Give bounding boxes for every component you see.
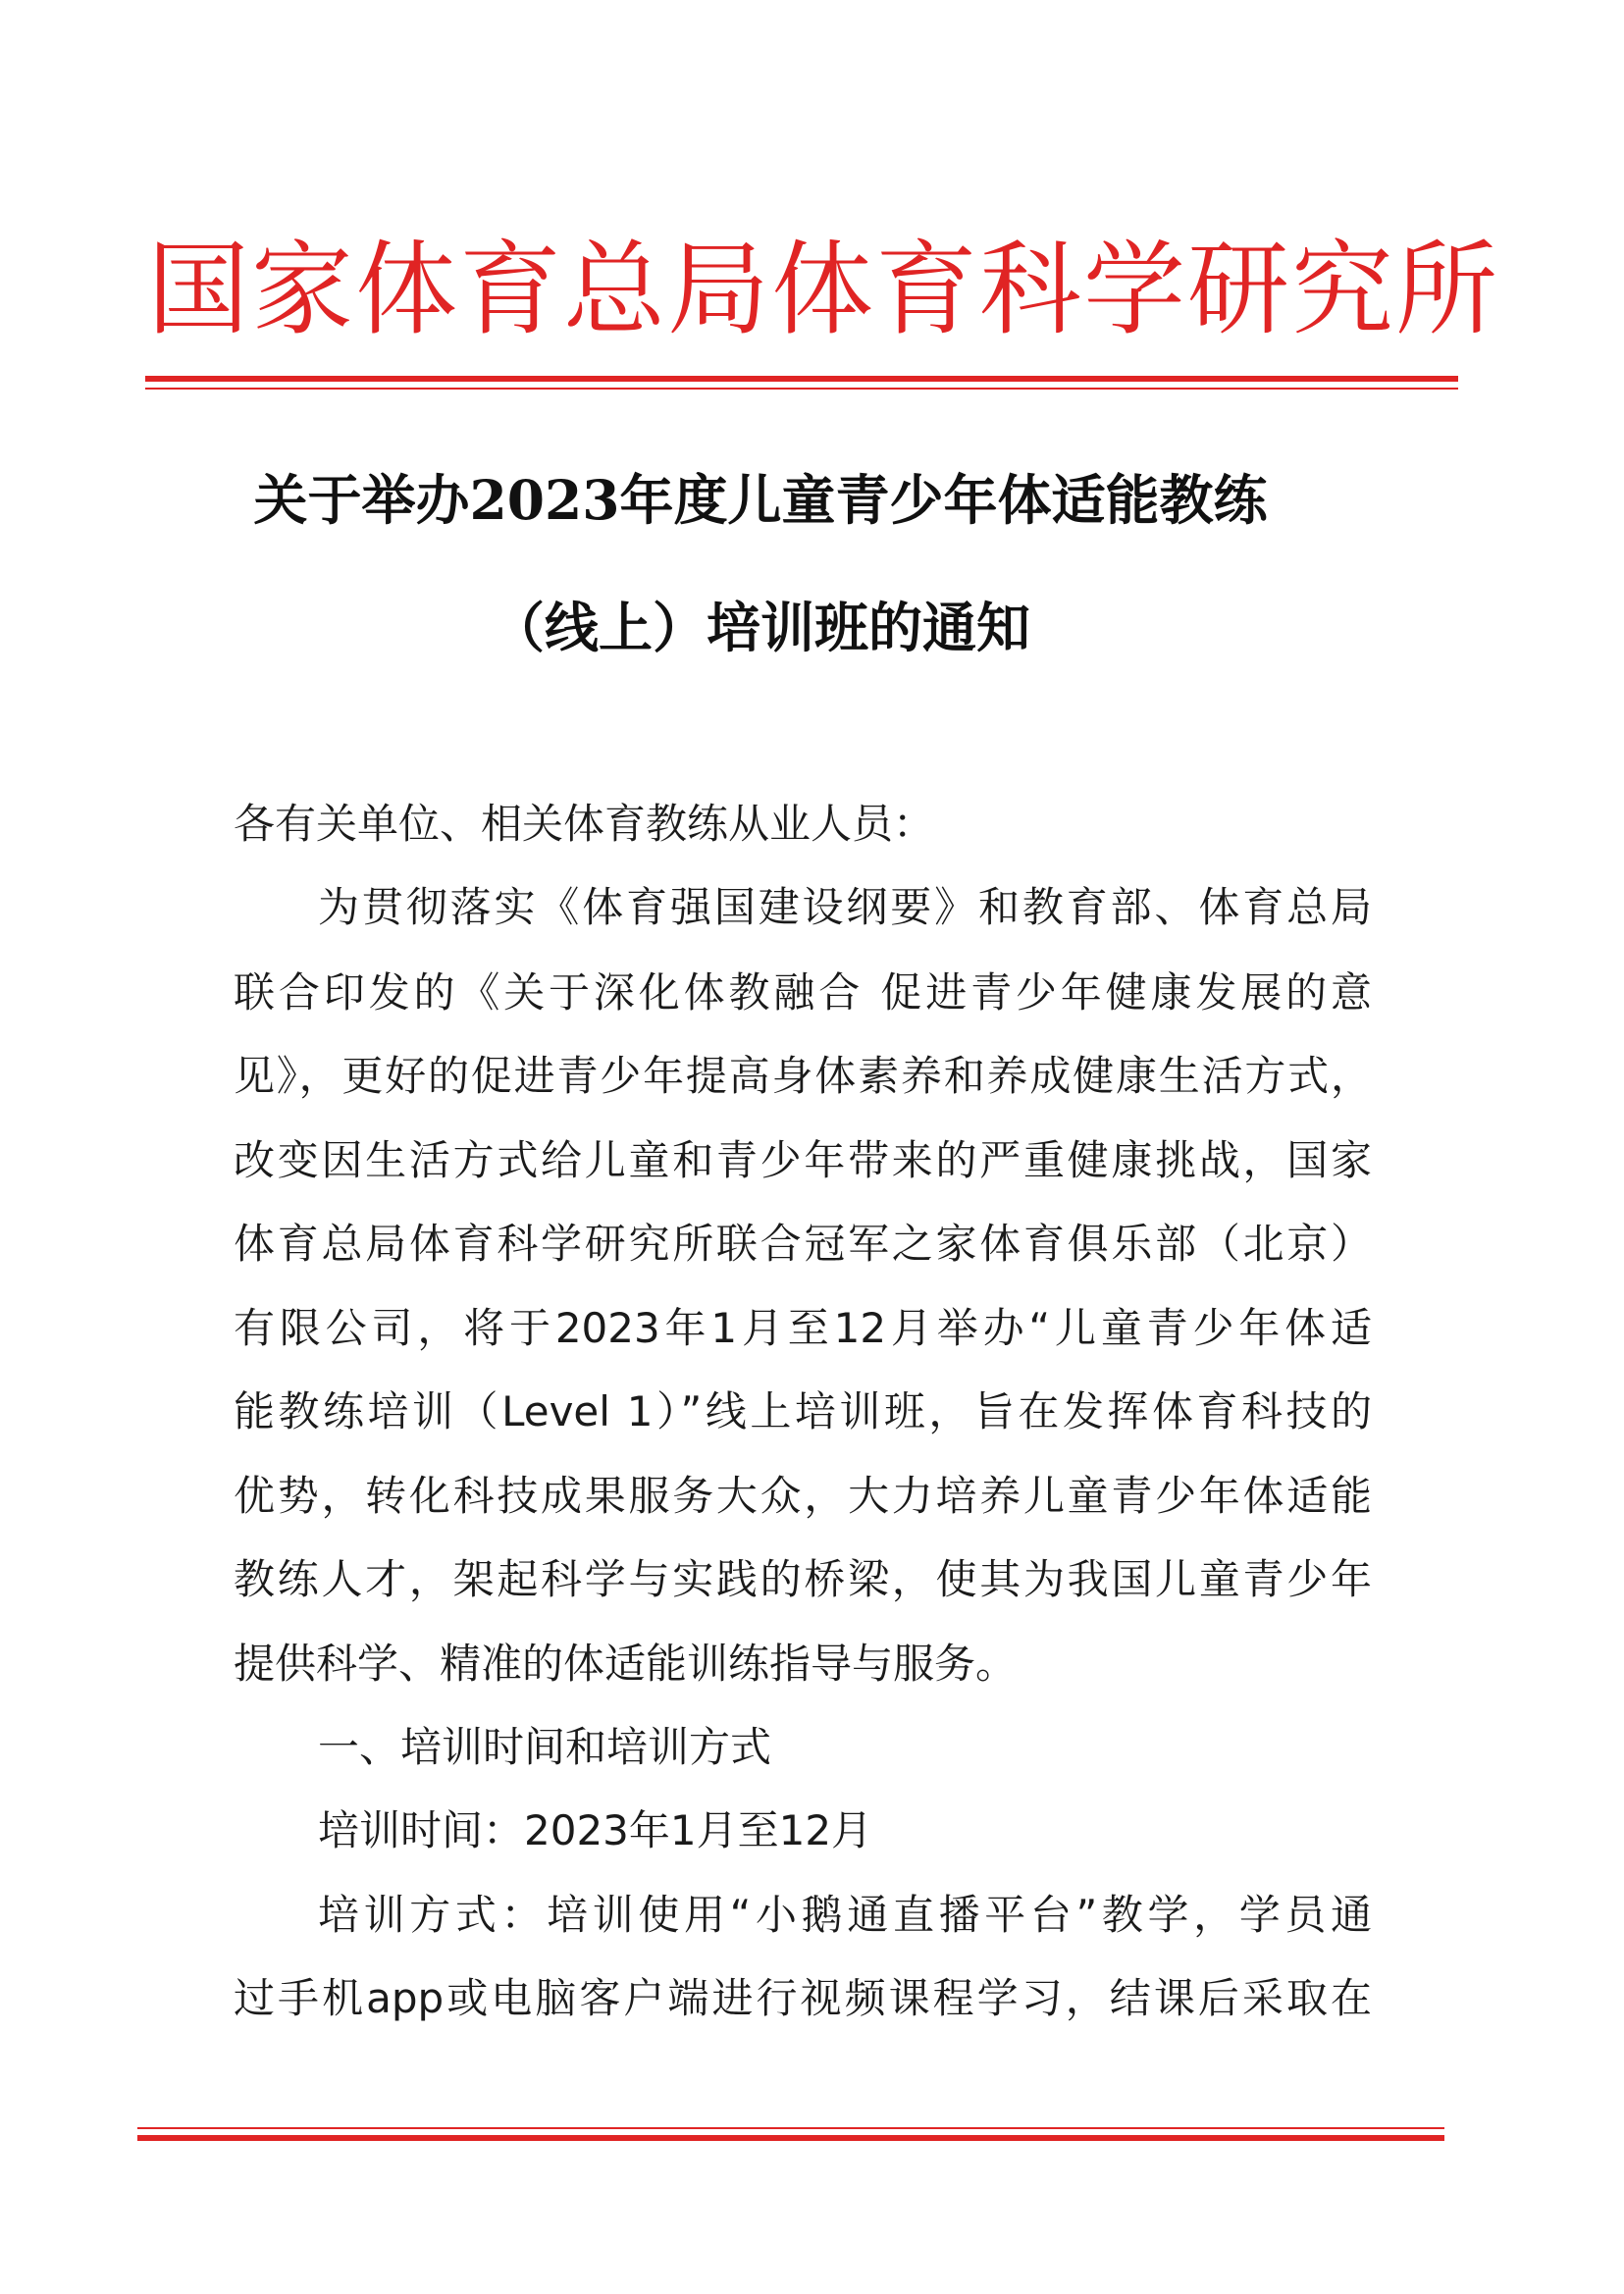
- footer-divider-thin: [137, 2127, 1444, 2129]
- paragraph-line: 教练人才，架起科学与实践的桥梁，使其为我国儿童青少年: [234, 1555, 1372, 1603]
- paragraph-line: 优势，转化科技成果服务大众，大力培养儿童青少年体适能: [234, 1472, 1372, 1520]
- document-title-line-1: 关于举办2023年度儿童青少年体适能教练: [253, 468, 1268, 532]
- header-divider-thick: [145, 376, 1458, 382]
- paragraph-line: 能教练培训（Level 1）”线上培训班，旨在发挥体育科技的: [234, 1387, 1372, 1435]
- document-title-line-2: （线上）培训班的通知: [490, 596, 1030, 659]
- paragraph-line: 提供科学、精准的体适能训练指导与服务。: [234, 1640, 1018, 1688]
- training-method-line: 培训方式：培训使用“小鹅通直播平台”教学，学员通: [318, 1891, 1372, 1939]
- salutation: 各有关单位、相关体育教练从业人员：: [234, 800, 935, 848]
- paragraph-line: 改变因生活方式给儿童和青少年带来的严重健康挑战，国家: [234, 1136, 1372, 1184]
- paragraph-line: 联合印发的《关于深化体教融合 促进青少年健康发展的意: [234, 968, 1372, 1017]
- header-organization-name: 国家体育总局体育科学研究所: [147, 230, 1500, 349]
- section-heading: 一、培训时间和培训方式: [318, 1723, 772, 1771]
- training-time: 培训时间：2023年1月至12月: [318, 1806, 873, 1854]
- paragraph-line: 见》，更好的促进青少年提高身体素养和养成健康生活方式，: [234, 1052, 1372, 1100]
- paragraph-line: 为贯彻落实《体育强国建设纲要》和教育部、体育总局: [318, 883, 1372, 931]
- paragraph-line: 体育总局体育科学研究所联合冠军之家体育俱乐部（北京）: [234, 1220, 1372, 1268]
- footer-divider-thick: [137, 2135, 1444, 2141]
- training-method-line: 过手机app或电脑客户端进行视频课程学习，结课后采取在: [234, 1974, 1372, 2022]
- header-divider-thin: [145, 388, 1458, 390]
- paragraph-line: 有限公司，将于2023年1月至12月举办“儿童青少年体适: [234, 1304, 1372, 1352]
